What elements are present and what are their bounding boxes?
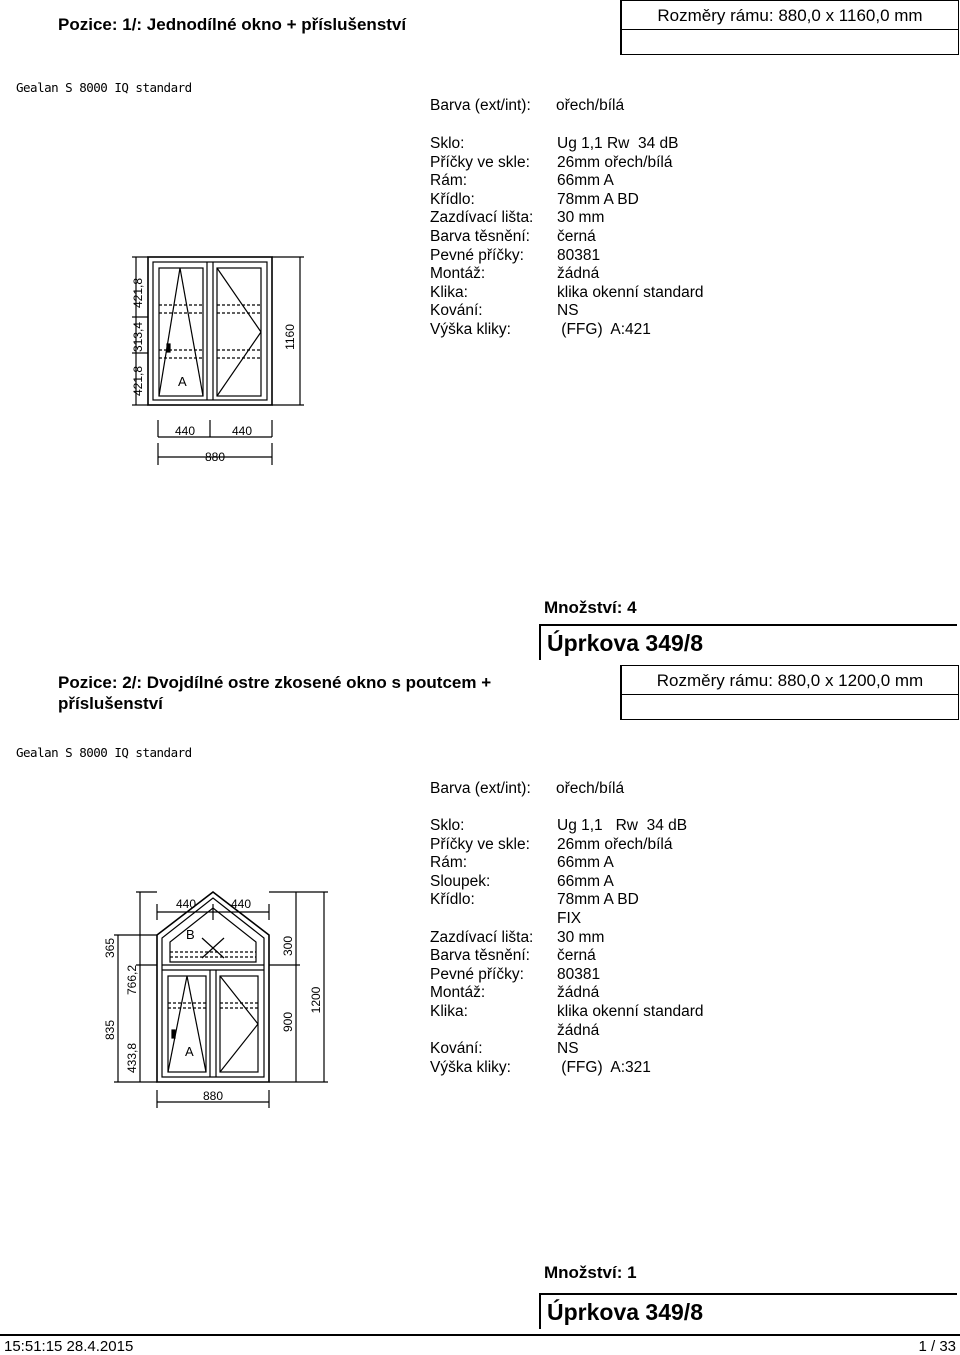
position-1-window-drawing xyxy=(120,255,320,475)
bottom-dim-total: 880 xyxy=(204,450,226,464)
spec-value: NS xyxy=(557,302,579,320)
left-dim-766: 766,2 xyxy=(125,964,139,996)
spec-row xyxy=(430,209,750,228)
right-dim-total: 1160 xyxy=(283,324,297,350)
spec-row xyxy=(430,984,750,1003)
left-dim-top: 421,8 xyxy=(131,277,145,309)
spec-row xyxy=(430,135,750,154)
spec-value: 66mm A xyxy=(557,872,614,890)
spec-label: Příčky ve skle: xyxy=(430,153,530,171)
left-dim-433: 433,8 xyxy=(125,1042,139,1074)
spec-label: Montáž: xyxy=(430,984,486,1002)
left-dim-mid: 313,4 xyxy=(131,321,145,353)
spec-value: černá xyxy=(557,947,596,965)
spec-value: (FFG) A:421 xyxy=(557,320,651,338)
spec-row xyxy=(430,1022,750,1041)
spec-row xyxy=(430,836,750,855)
position-1-spec-table xyxy=(430,135,750,340)
spec-value: Ug 1,1 Rw 34 dB xyxy=(557,817,688,834)
spec-label: Pevné příčky: xyxy=(430,965,524,983)
sash-label-a: A xyxy=(185,1044,194,1059)
spec-value: žádná xyxy=(557,265,600,283)
position-2-dimension-box xyxy=(620,665,959,720)
bottom-dim-right: 440 xyxy=(231,424,253,438)
spec-label: Barva těsnění: xyxy=(430,947,530,965)
spec-label: Kování: xyxy=(430,302,483,320)
sash-label-b: B xyxy=(186,927,195,942)
position-2-quantity: Množství: 1 xyxy=(544,1263,637,1282)
spec-value: 78mm A BD xyxy=(557,190,639,208)
position-2-system-name: Gealan S 8000 IQ standard xyxy=(16,745,192,760)
bottom-dim-left: 440 xyxy=(174,424,196,438)
position-2-color-value: ořech/bílá xyxy=(556,780,625,797)
top-dim-right: 440 xyxy=(230,897,252,911)
sash-label: A xyxy=(178,374,187,389)
spec-label: Sklo: xyxy=(430,817,465,834)
left-dim-outer: 835 xyxy=(103,1019,117,1041)
spec-value: FIX xyxy=(557,909,582,927)
right-dim-300: 300 xyxy=(281,935,295,957)
spec-row xyxy=(430,154,750,173)
spec-label: Montáž: xyxy=(430,265,486,283)
position-1-street: Úprkova 349/8 xyxy=(539,624,957,660)
spec-label: Sklo: xyxy=(430,135,465,152)
spec-value: 66mm A xyxy=(557,854,614,872)
right-dim-900: 900 xyxy=(281,1011,295,1033)
spec-value: 66mm A xyxy=(557,172,614,190)
right-dim-total: 1200 xyxy=(309,986,323,1014)
spec-label: Barva těsnění: xyxy=(430,227,530,245)
spec-label: Klika: xyxy=(430,1002,468,1020)
spec-row xyxy=(430,873,750,892)
spec-row xyxy=(430,284,750,303)
spec-label: Příčky ve skle: xyxy=(430,835,530,853)
footer-timestamp: 15:51:15 28.4.2015 xyxy=(4,1338,134,1355)
spec-label: Rám: xyxy=(430,854,468,872)
spec-label: Křídlo: xyxy=(430,891,475,909)
spec-value: 80381 xyxy=(557,965,601,983)
spec-row xyxy=(430,228,750,247)
spec-value: 30 mm xyxy=(557,209,605,227)
spec-row xyxy=(430,1059,750,1078)
spec-row xyxy=(430,891,750,910)
spec-row xyxy=(430,247,750,266)
footer-page-number: 1 / 33 xyxy=(918,1338,956,1355)
position-2-street: Úprkova 349/8 xyxy=(539,1293,957,1329)
spec-value: černá xyxy=(557,227,596,245)
spec-row xyxy=(430,947,750,966)
spec-label: Křídlo: xyxy=(430,190,475,208)
spec-value: žádná xyxy=(557,1021,600,1039)
position-1-color-value: ořech/bílá xyxy=(556,97,625,114)
spec-value: klika okenní standard xyxy=(557,283,704,301)
spec-label: Zazdívací lišta: xyxy=(430,928,534,946)
position-2-frame-dimensions: Rozměry rámu: 880,0 x 1200,0 mm xyxy=(622,666,958,695)
position-2-title: Pozice: 2/: Dvojdílné ostre zkosené okno s poutcem + příslušenství xyxy=(58,673,492,713)
position-1-title: Pozice: 1/: Jednodílné okno + příslušenství xyxy=(58,15,407,34)
spec-row xyxy=(430,854,750,873)
spec-value: žádná xyxy=(557,984,600,1002)
spec-label: Pevné příčky: xyxy=(430,246,524,264)
spec-value: (FFG) A:321 xyxy=(557,1058,651,1076)
spec-row xyxy=(430,966,750,985)
footer-rule xyxy=(0,1334,960,1336)
spec-row xyxy=(430,1003,750,1022)
position-1-system-name: Gealan S 8000 IQ standard xyxy=(16,80,192,95)
spec-value: 80381 xyxy=(557,246,601,264)
position-2-window-drawing xyxy=(100,890,340,1110)
spec-label: Výška kliky: xyxy=(430,1058,511,1076)
position-2-color-label: Barva (ext/int): xyxy=(430,780,531,797)
spec-label: Kování: xyxy=(430,1040,483,1058)
position-1-dimension-box xyxy=(620,0,959,55)
spec-row xyxy=(430,302,750,321)
left-dim-bottom: 421,8 xyxy=(131,365,145,397)
bottom-dim-total: 880 xyxy=(202,1089,224,1103)
spec-row xyxy=(430,910,750,929)
spec-value: klika okenní standard xyxy=(557,1002,704,1020)
spec-row xyxy=(430,817,750,836)
spec-row xyxy=(430,1040,750,1059)
spec-value: 26mm ořech/bílá xyxy=(557,835,673,853)
spec-row xyxy=(430,172,750,191)
left-dim-365: 365 xyxy=(103,937,117,959)
spec-label: Výška kliky: xyxy=(430,320,511,338)
spec-row xyxy=(430,321,750,340)
position-1-quantity: Množství: 4 xyxy=(544,598,637,617)
spec-value: 26mm ořech/bílá xyxy=(557,153,673,171)
spec-label: Rám: xyxy=(430,172,468,190)
spec-label: Klika: xyxy=(430,283,468,301)
spec-label: Sloupek: xyxy=(430,872,491,890)
position-1-color-label: Barva (ext/int): xyxy=(430,97,531,114)
spec-row xyxy=(430,265,750,284)
top-dim-left: 440 xyxy=(175,897,197,911)
spec-row xyxy=(430,929,750,948)
spec-value: 30 mm xyxy=(557,928,605,946)
position-2-spec-table xyxy=(430,817,750,1077)
spec-value: Ug 1,1 Rw 34 dB xyxy=(557,135,679,152)
spec-value: 78mm A BD xyxy=(557,891,639,909)
position-1-frame-dimensions: Rozměry rámu: 880,0 x 1160,0 mm xyxy=(622,1,958,30)
spec-value: NS xyxy=(557,1040,579,1058)
spec-row xyxy=(430,191,750,210)
spec-label: Zazdívací lišta: xyxy=(430,209,534,227)
